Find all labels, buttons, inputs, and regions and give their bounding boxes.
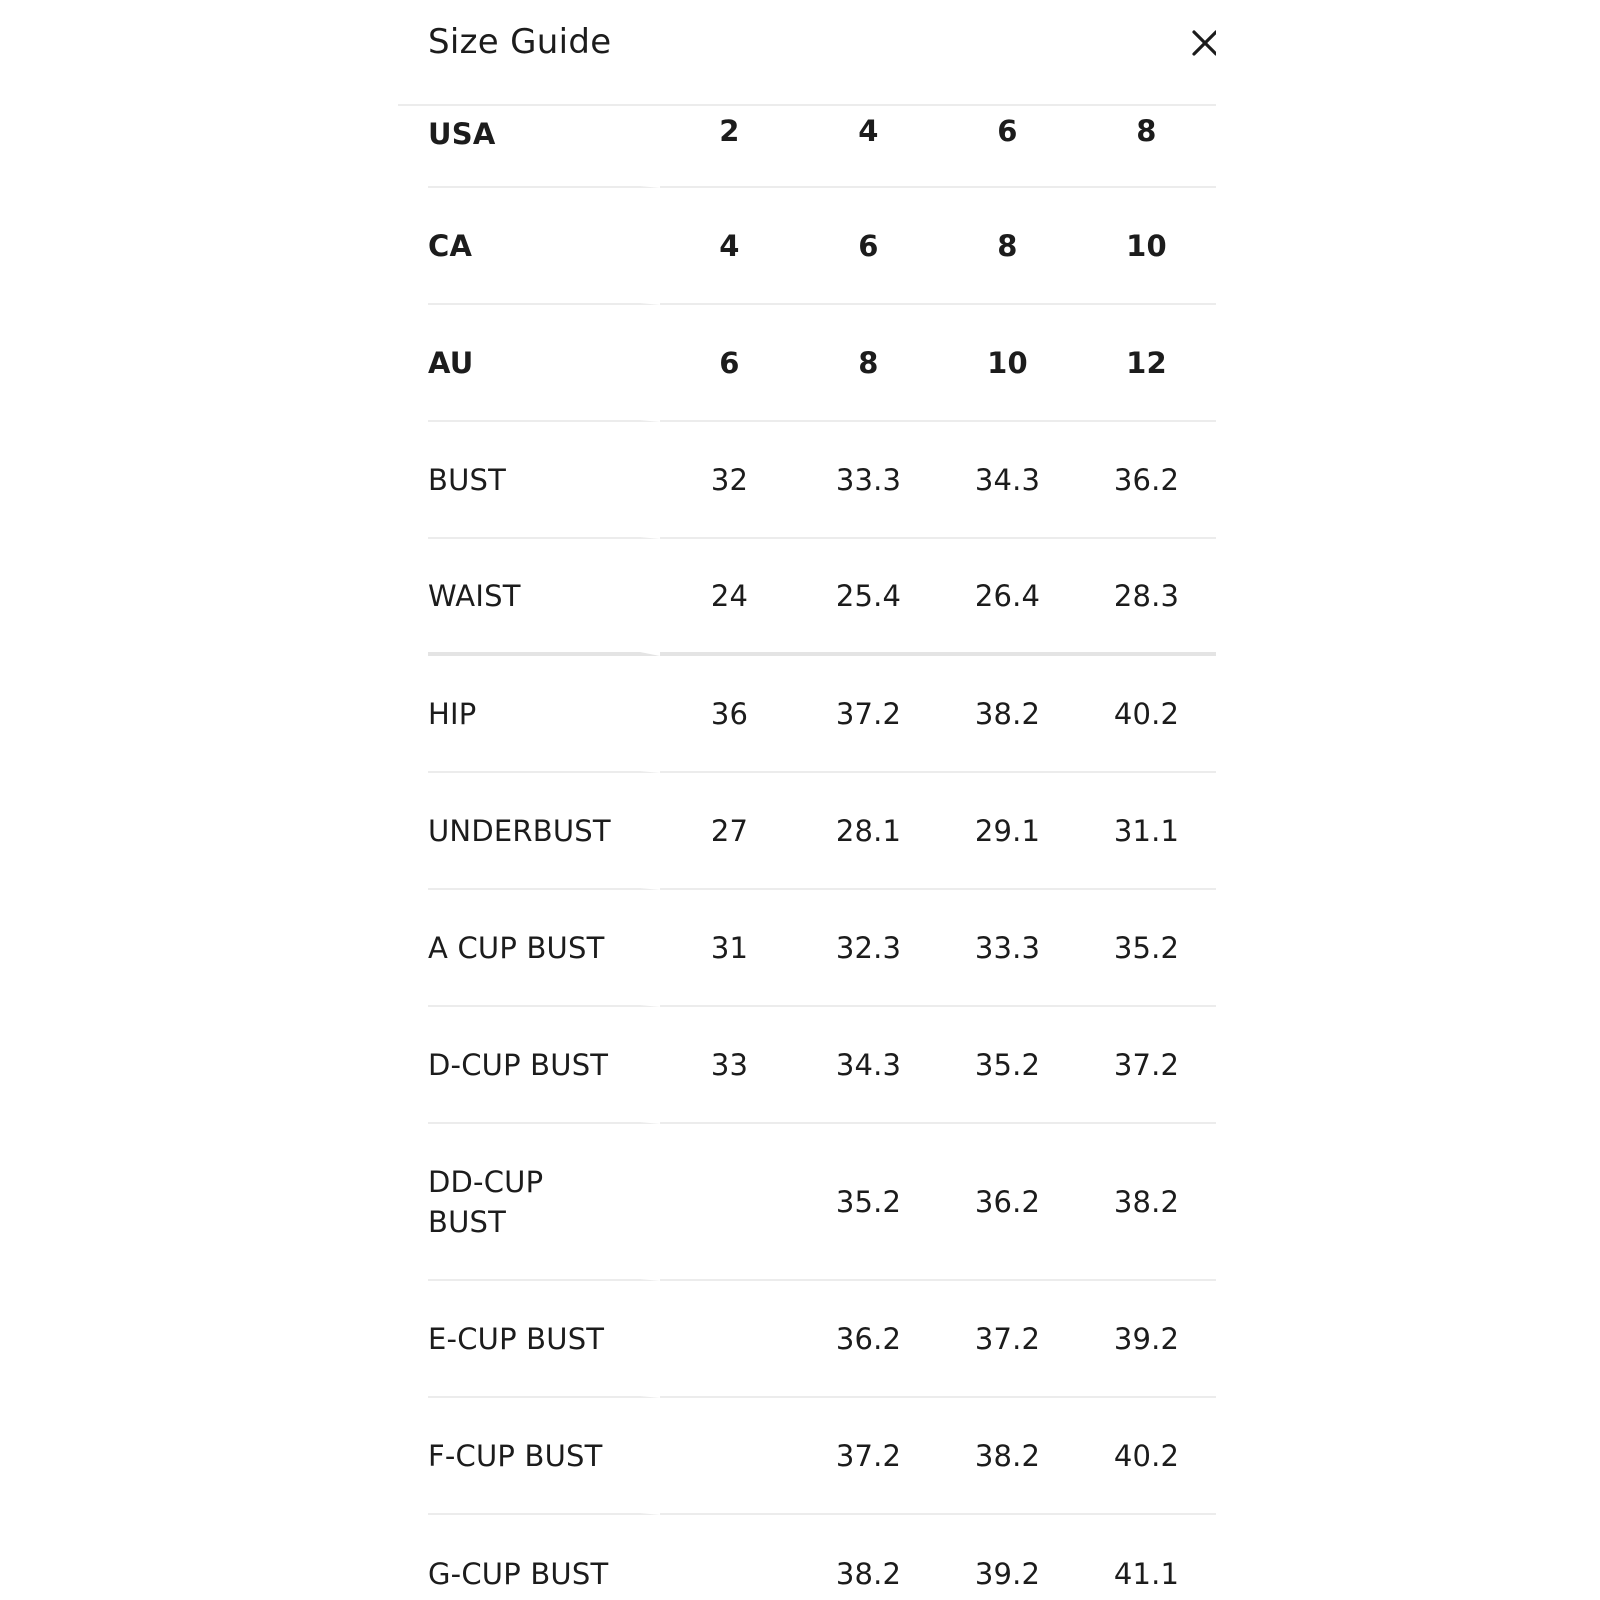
row-label: CA xyxy=(428,188,660,305)
table-row xyxy=(428,1007,1216,1124)
table-cell xyxy=(660,1124,799,1281)
table-row xyxy=(428,422,1216,539)
table-cell: 39.2 xyxy=(1077,1281,1216,1398)
table-cell xyxy=(660,1515,799,1600)
table-cell xyxy=(660,1398,799,1515)
table-cell: 12 xyxy=(1077,305,1216,422)
table-row xyxy=(428,305,1216,422)
table-row xyxy=(428,656,1216,773)
row-label: USA xyxy=(428,106,660,188)
table-cell: 8 xyxy=(1077,106,1216,188)
row-label: A CUP BUST xyxy=(428,890,660,1007)
table-cell: 28.1 xyxy=(799,773,938,890)
table-cell: 25.4 xyxy=(799,539,938,656)
table-row xyxy=(428,1515,1216,1600)
row-label: WAIST xyxy=(428,539,660,656)
table-cell: 37.2 xyxy=(799,656,938,773)
table-cell: 36.2 xyxy=(799,1281,938,1398)
row-label: HIP xyxy=(428,656,660,773)
table-cell: 33.3 xyxy=(938,890,1077,1007)
table-row xyxy=(428,539,1216,656)
size-guide-modal xyxy=(398,0,1216,1600)
table-cell: 38.2 xyxy=(938,656,1077,773)
table-cell: 4 xyxy=(799,106,938,188)
row-label: F-CUP BUST xyxy=(428,1398,660,1515)
table-cell: 33 xyxy=(660,1007,799,1124)
table-cell: 35.2 xyxy=(1077,890,1216,1007)
table-cell: 37.2 xyxy=(1077,1007,1216,1124)
table-cell: 36.2 xyxy=(1077,422,1216,539)
table-cell: 4 xyxy=(660,188,799,305)
table-cell: 6 xyxy=(938,106,1077,188)
table-cell: 10 xyxy=(1077,188,1216,305)
table-cell: 28.3 xyxy=(1077,539,1216,656)
table-cell: 33.3 xyxy=(799,422,938,539)
modal-header xyxy=(398,0,1216,106)
close-button[interactable] xyxy=(1188,26,1216,60)
table-cell: 41.1 xyxy=(1113,1556,1180,1591)
table-cell: 27 xyxy=(660,773,799,890)
table-cell: 31.1 xyxy=(1077,773,1216,890)
table-cell: 35.2 xyxy=(938,1007,1077,1124)
table-cell: 31 xyxy=(660,890,799,1007)
table-cell: 38.2 xyxy=(1077,1124,1216,1281)
table-row xyxy=(428,1124,1216,1281)
table-cell: 40.2 xyxy=(1077,1398,1216,1515)
table-cell: 34.3 xyxy=(799,1007,938,1124)
table-cell: 37.2 xyxy=(938,1281,1077,1398)
table-row xyxy=(428,1398,1216,1515)
table-row xyxy=(428,106,1216,188)
table-cell: 26.4 xyxy=(938,539,1077,656)
table-cell: 40.2 xyxy=(1077,656,1216,773)
row-label: DD-CUP BUST xyxy=(428,1124,660,1281)
table-cell: 38.2 xyxy=(938,1398,1077,1515)
table-cell: 36 xyxy=(660,656,799,773)
row-label: AU xyxy=(428,305,660,422)
table-cell: 6 xyxy=(799,188,938,305)
row-label: E-CUP BUST xyxy=(428,1281,660,1398)
table-cell: 8 xyxy=(799,305,938,422)
table-cell: 24 xyxy=(660,539,799,656)
table-cell: 35.2 xyxy=(799,1124,938,1281)
table-cell: 6 xyxy=(660,305,799,422)
row-label: UNDERBUST xyxy=(428,773,660,890)
close-icon xyxy=(1188,26,1216,60)
table-cell: 32.3 xyxy=(799,890,938,1007)
table-cell: 39.2 xyxy=(974,1556,1041,1591)
table-cell: 29.1 xyxy=(938,773,1077,890)
table-cell xyxy=(660,1281,799,1398)
table-row xyxy=(428,773,1216,890)
table-cell: 8 xyxy=(938,188,1077,305)
table-cell: 36.2 xyxy=(938,1124,1077,1281)
table-cell: 34.3 xyxy=(938,422,1077,539)
row-label: D-CUP BUST xyxy=(428,1007,660,1124)
table-row xyxy=(428,890,1216,1007)
table-cell: 38.2 xyxy=(835,1556,902,1591)
table-cell: 37.2 xyxy=(799,1398,938,1515)
table-cell: 10 xyxy=(938,305,1077,422)
table-row xyxy=(428,1281,1216,1398)
row-label: BUST xyxy=(428,422,660,539)
size-table xyxy=(428,106,1216,1600)
table-cell: 32 xyxy=(660,422,799,539)
table-cell: 2 xyxy=(660,106,799,188)
table-row xyxy=(428,188,1216,305)
modal-title: Size Guide xyxy=(428,22,612,62)
row-label: G-CUP BUST xyxy=(428,1515,660,1600)
